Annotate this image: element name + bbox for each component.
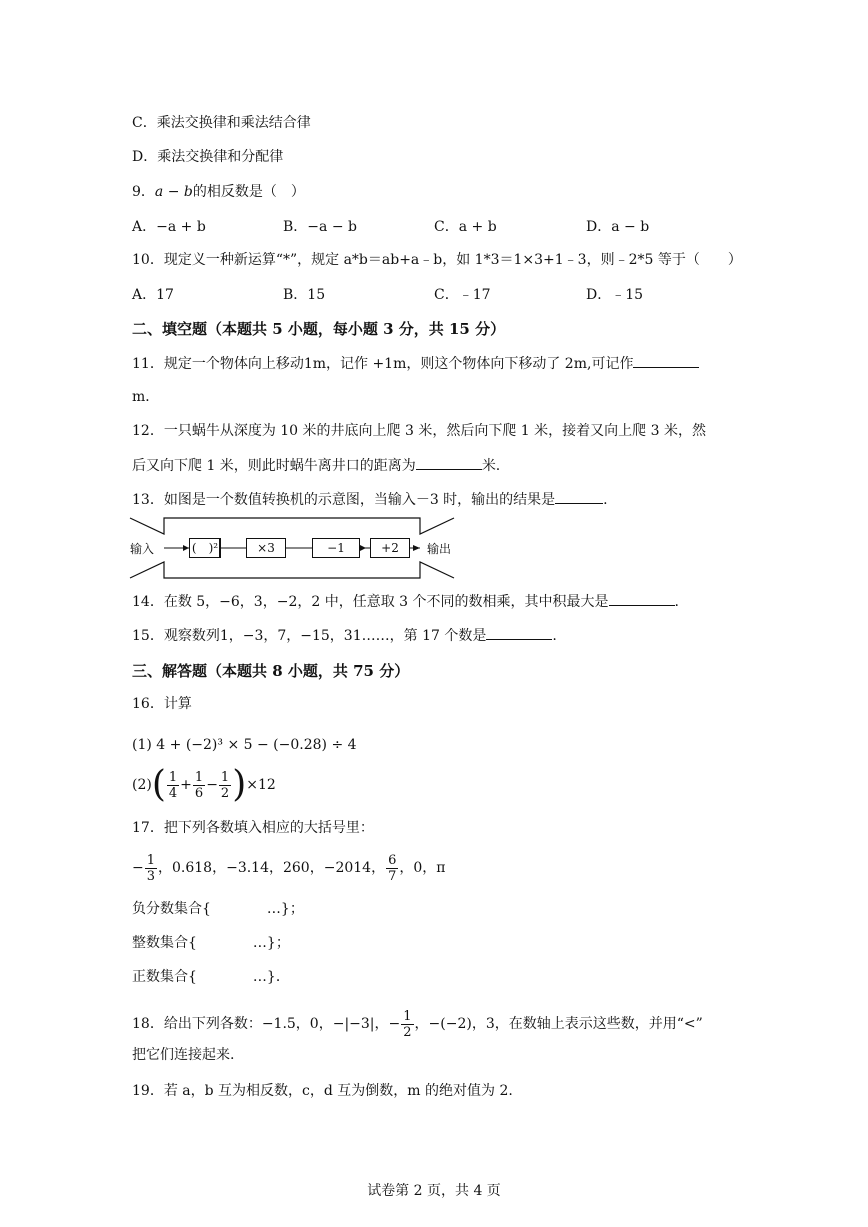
- q11-text: 11．规定一个物体向上移动1m，记作 +1m，则这个物体向下移动了 2m,可记作: [132, 356, 634, 372]
- q17-numbers-list: ，0.618，−3.14，260，−2014，: [158, 860, 386, 876]
- diagram-divider: [219, 538, 221, 558]
- q18-text-a: 18．给出下列各数：−1.5，0，−|−3|，: [132, 1016, 389, 1032]
- q15-answer-blank: [486, 625, 552, 640]
- q13-stem: [132, 489, 608, 510]
- q12-stem: 12．一只蜗牛从深度为 10 米的井底向上爬 3 米，然后向下爬 1 米，接着又向上爬 3 米，然: [132, 423, 706, 439]
- diagram-output-label: 输出: [427, 542, 452, 556]
- q11-unit: m．: [132, 389, 160, 405]
- q16-title: 16．计算: [132, 696, 192, 712]
- fraction-1-6: $\frac{1}{6}$: [194, 769, 204, 801]
- fraction-1-2-q18: $\frac{1}{2}$: [403, 1008, 412, 1040]
- q10-option-d: D．﹣15: [586, 287, 644, 303]
- diagram-input-label: 输入: [130, 542, 155, 556]
- q8-option-d: D．乘法交换律和分配律: [132, 149, 284, 165]
- q17-title: 17．把下列各数填入相应的大括号里：: [132, 820, 374, 836]
- q18-text-b: ，−(−2)，3，在数轴上表示这些数，并用“<”: [414, 1016, 703, 1032]
- diagram-step-square: ( )²: [189, 538, 221, 558]
- q9-expression: a − b: [154, 184, 193, 200]
- q16-part2-suffix: ×12: [246, 777, 276, 793]
- q9-option-d: D．a − b: [586, 219, 650, 235]
- q14-period: .: [674, 594, 679, 610]
- diagram-step-minus1: −1: [312, 538, 360, 558]
- q9-text: 的相反数是（ ）: [192, 184, 305, 200]
- q18-cont: 把它们连接起来.: [132, 1047, 235, 1063]
- fraction-6-7: $\frac{6}{7}$: [388, 852, 397, 884]
- q16-part2: (2)( $\frac{1}{4}$ + $\frac{1}{6}$ − $\frac{1}{2}$ )×12: [132, 764, 276, 805]
- q14-text: 14．在数 5，−6，3，−2，2 中，任意取 3 个不同的数相乘，其中积最大是: [132, 594, 609, 610]
- q17-set-positive: 正数集合{ …}．: [132, 969, 290, 985]
- q17-set-integers: 整数集合{ …}；: [132, 935, 290, 951]
- q8-option-c: C．乘法交换律和乘法结合律: [132, 115, 311, 131]
- diagram-step-plus2: +2: [370, 538, 410, 558]
- q11-answer-blank: [633, 353, 699, 368]
- machine-frame: [128, 516, 468, 580]
- q12-answer-blank: [416, 455, 482, 470]
- conversion-machine-diagram: [128, 516, 468, 580]
- fraction-1-3: $\frac{1}{3}$: [146, 852, 156, 884]
- q9-option-c: C．a + b: [434, 219, 497, 235]
- q12-unit: 米.: [481, 458, 501, 474]
- section3-title: 三、解答题（本题共 8 小题，共 75 分）: [132, 662, 410, 680]
- fraction-1-2: $\frac{1}{2}$: [220, 769, 230, 801]
- q13-text: 13．如图是一个数值转换机的示意图，当输入－3 时，输出的结果是: [132, 492, 556, 508]
- q10-stem: 10．现定义一种新运算“*”，规定 a*b＝ab+a﹣b，如 1*3＝1×3+1﹣3，则﹣2*5 等于（ ）: [132, 252, 742, 268]
- fraction-1-4: $\frac{1}{4}$: [168, 769, 178, 801]
- page-footer: 试卷第 2 页，共 4 页: [367, 1183, 501, 1199]
- q16-part1: (1) 4 + (−2)³ × 5 − (−0.28) ÷ 4: [132, 737, 357, 753]
- section2-title: 二、填空题（本题共 5 小题，每小题 3 分，共 15 分）: [132, 320, 506, 338]
- q10-option-a: A．17: [132, 287, 174, 303]
- q11-stem: [132, 353, 699, 374]
- q17-set-negative-fractions: 负分数集合{ …}；: [132, 901, 304, 917]
- q9-option-b: B．−a − b: [283, 219, 357, 235]
- diagram-step-times3: ×3: [246, 538, 286, 558]
- q12-text-cont: 后又向下爬 1 米，则此时蜗牛离井口的距离为: [132, 458, 416, 474]
- q17-numbers-tail: ，0，π: [399, 860, 446, 876]
- q10-option-c: C．﹣17: [434, 287, 491, 303]
- q16-part2-label: (2): [132, 777, 152, 793]
- q14-stem: [132, 591, 679, 612]
- q9-stem: [132, 182, 305, 202]
- q14-answer-blank: [609, 591, 675, 606]
- q13-period: .: [603, 492, 608, 508]
- q12-cont: [132, 455, 500, 476]
- q9-number: 9．: [132, 184, 155, 200]
- q19-stem: 19．若 a，b 互为相反数，c，d 互为倒数，m 的绝对值为 2.: [132, 1083, 513, 1099]
- q10-option-b: B．15: [283, 287, 326, 303]
- q13-answer-blank: [555, 489, 603, 504]
- q9-option-a: A．−a + b: [132, 219, 206, 235]
- q17-numbers: − $\frac{1}{3}$ ，0.618，−3.14，260，−2014， $\frac{6}{7}$ ，0，π: [132, 852, 446, 884]
- q15-text: 15．观察数列1，−3，7，−15，31……，第 17 个数是: [132, 628, 487, 644]
- q15-period: .: [552, 628, 557, 644]
- q15-stem: [132, 625, 557, 646]
- q18-stem: 18．给出下列各数：−1.5，0，−|−3|，− $\frac{1}{2}$ ，−(−2)，3，在数轴上表示这些数，并用“<”: [132, 1008, 703, 1040]
